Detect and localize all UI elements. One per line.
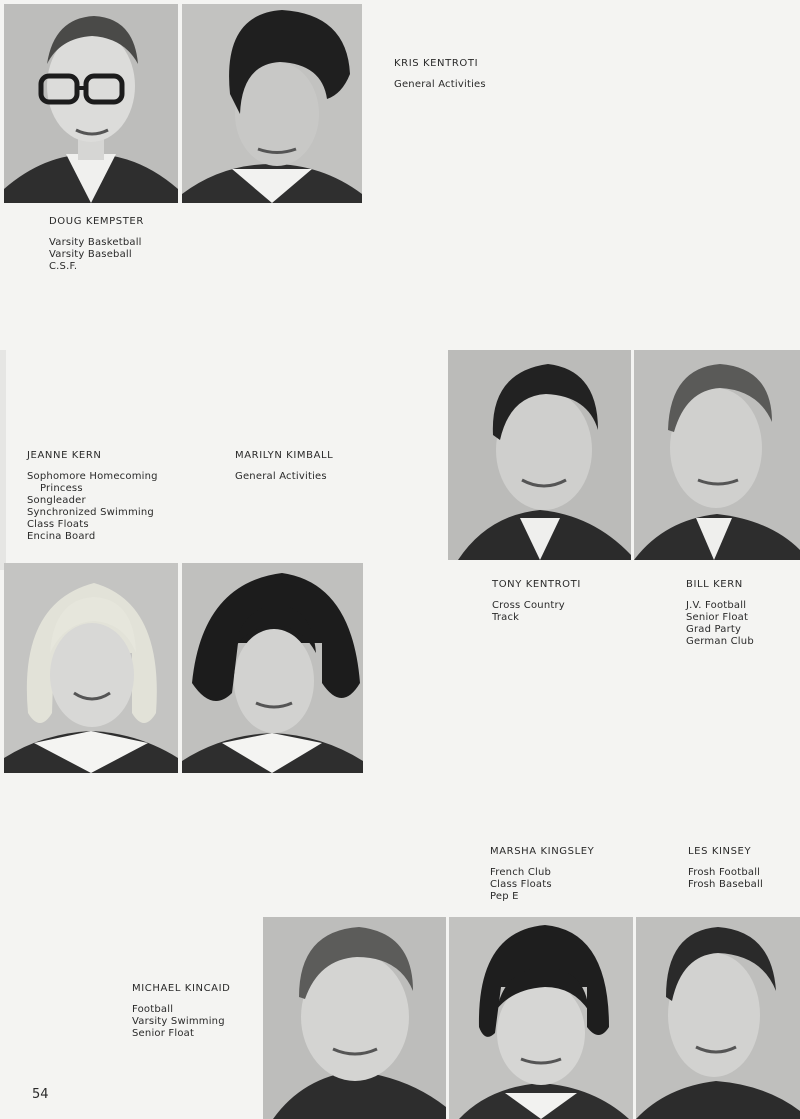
activity: Cross Country bbox=[492, 600, 565, 611]
portrait-kris-kentroti bbox=[182, 4, 362, 203]
activity: Varsity Basketball bbox=[49, 237, 142, 248]
caption-bill-kern bbox=[686, 579, 754, 648]
activity: French Club bbox=[490, 867, 552, 878]
caption-jeanne-kern bbox=[27, 450, 158, 543]
activity-list bbox=[49, 237, 144, 273]
activity-list bbox=[394, 79, 486, 91]
student-name: BILL KERN bbox=[686, 579, 743, 590]
portrait-michael-kincaid bbox=[263, 917, 446, 1119]
activity-list bbox=[686, 600, 754, 648]
activity: General Activities bbox=[394, 79, 486, 90]
activity: Synchronized Swimming bbox=[27, 507, 154, 518]
caption-marilyn-kimball bbox=[235, 450, 333, 483]
activity: Grad Party bbox=[686, 624, 742, 635]
activity: German Club bbox=[686, 636, 754, 647]
activity: Class Floats bbox=[490, 879, 552, 890]
activity-list bbox=[235, 471, 333, 483]
activity: Senior Float bbox=[686, 612, 749, 623]
caption-les-kinsey bbox=[688, 846, 763, 891]
portrait-marsha-kingsley bbox=[449, 917, 633, 1119]
activity: Encina Board bbox=[27, 531, 96, 542]
activity: Senior Float bbox=[132, 1028, 195, 1039]
activity-list bbox=[132, 1004, 230, 1040]
student-name: LES KINSEY bbox=[688, 846, 752, 857]
portrait-bill-kern bbox=[634, 350, 800, 560]
activity: Sophomore Homecoming bbox=[27, 471, 158, 482]
portrait-les-kinsey bbox=[636, 917, 800, 1119]
caption-doug-kempster bbox=[49, 216, 144, 273]
activity: Football bbox=[132, 1004, 174, 1015]
student-name: MARSHA KINGSLEY bbox=[490, 846, 595, 857]
portrait-doug-kempster bbox=[4, 4, 178, 203]
caption-kris-kentroti bbox=[394, 58, 486, 91]
student-name: TONY KENTROTI bbox=[492, 579, 581, 590]
activity: General Activities bbox=[235, 471, 327, 482]
activity: Princess bbox=[40, 483, 83, 494]
page-edge-shadow bbox=[0, 350, 6, 570]
activity: Class Floats bbox=[27, 519, 89, 530]
caption-michael-kincaid bbox=[132, 983, 230, 1040]
activity: Pep E bbox=[490, 891, 519, 902]
activity-list bbox=[688, 867, 763, 891]
caption-marsha-kingsley bbox=[490, 846, 594, 903]
activity: Varsity Baseball bbox=[49, 249, 132, 260]
activity-list bbox=[27, 471, 158, 543]
portrait-jeanne-kern bbox=[4, 563, 178, 773]
activity-list bbox=[492, 600, 581, 624]
student-name: DOUG KEMPSTER bbox=[49, 216, 144, 227]
caption-tony-kentroti bbox=[492, 579, 581, 624]
activity: C.S.F. bbox=[49, 261, 78, 272]
activity: Frosh Baseball bbox=[688, 879, 763, 890]
activity: Track bbox=[492, 612, 520, 623]
activity: Songleader bbox=[27, 495, 86, 506]
student-name: JEANNE KERN bbox=[27, 450, 102, 461]
student-name: MICHAEL KINCAID bbox=[132, 983, 231, 994]
activity: Frosh Football bbox=[688, 867, 761, 878]
activity-list bbox=[490, 867, 594, 903]
activity: J.V. Football bbox=[686, 600, 747, 611]
portrait-tony-kentroti bbox=[448, 350, 631, 560]
portrait-marilyn-kimball bbox=[182, 563, 363, 773]
page-number: 54 bbox=[32, 1087, 49, 1102]
student-name: KRIS KENTROTI bbox=[394, 58, 479, 69]
student-name: MARILYN KIMBALL bbox=[235, 450, 334, 461]
activity: Varsity Swimming bbox=[132, 1016, 225, 1027]
